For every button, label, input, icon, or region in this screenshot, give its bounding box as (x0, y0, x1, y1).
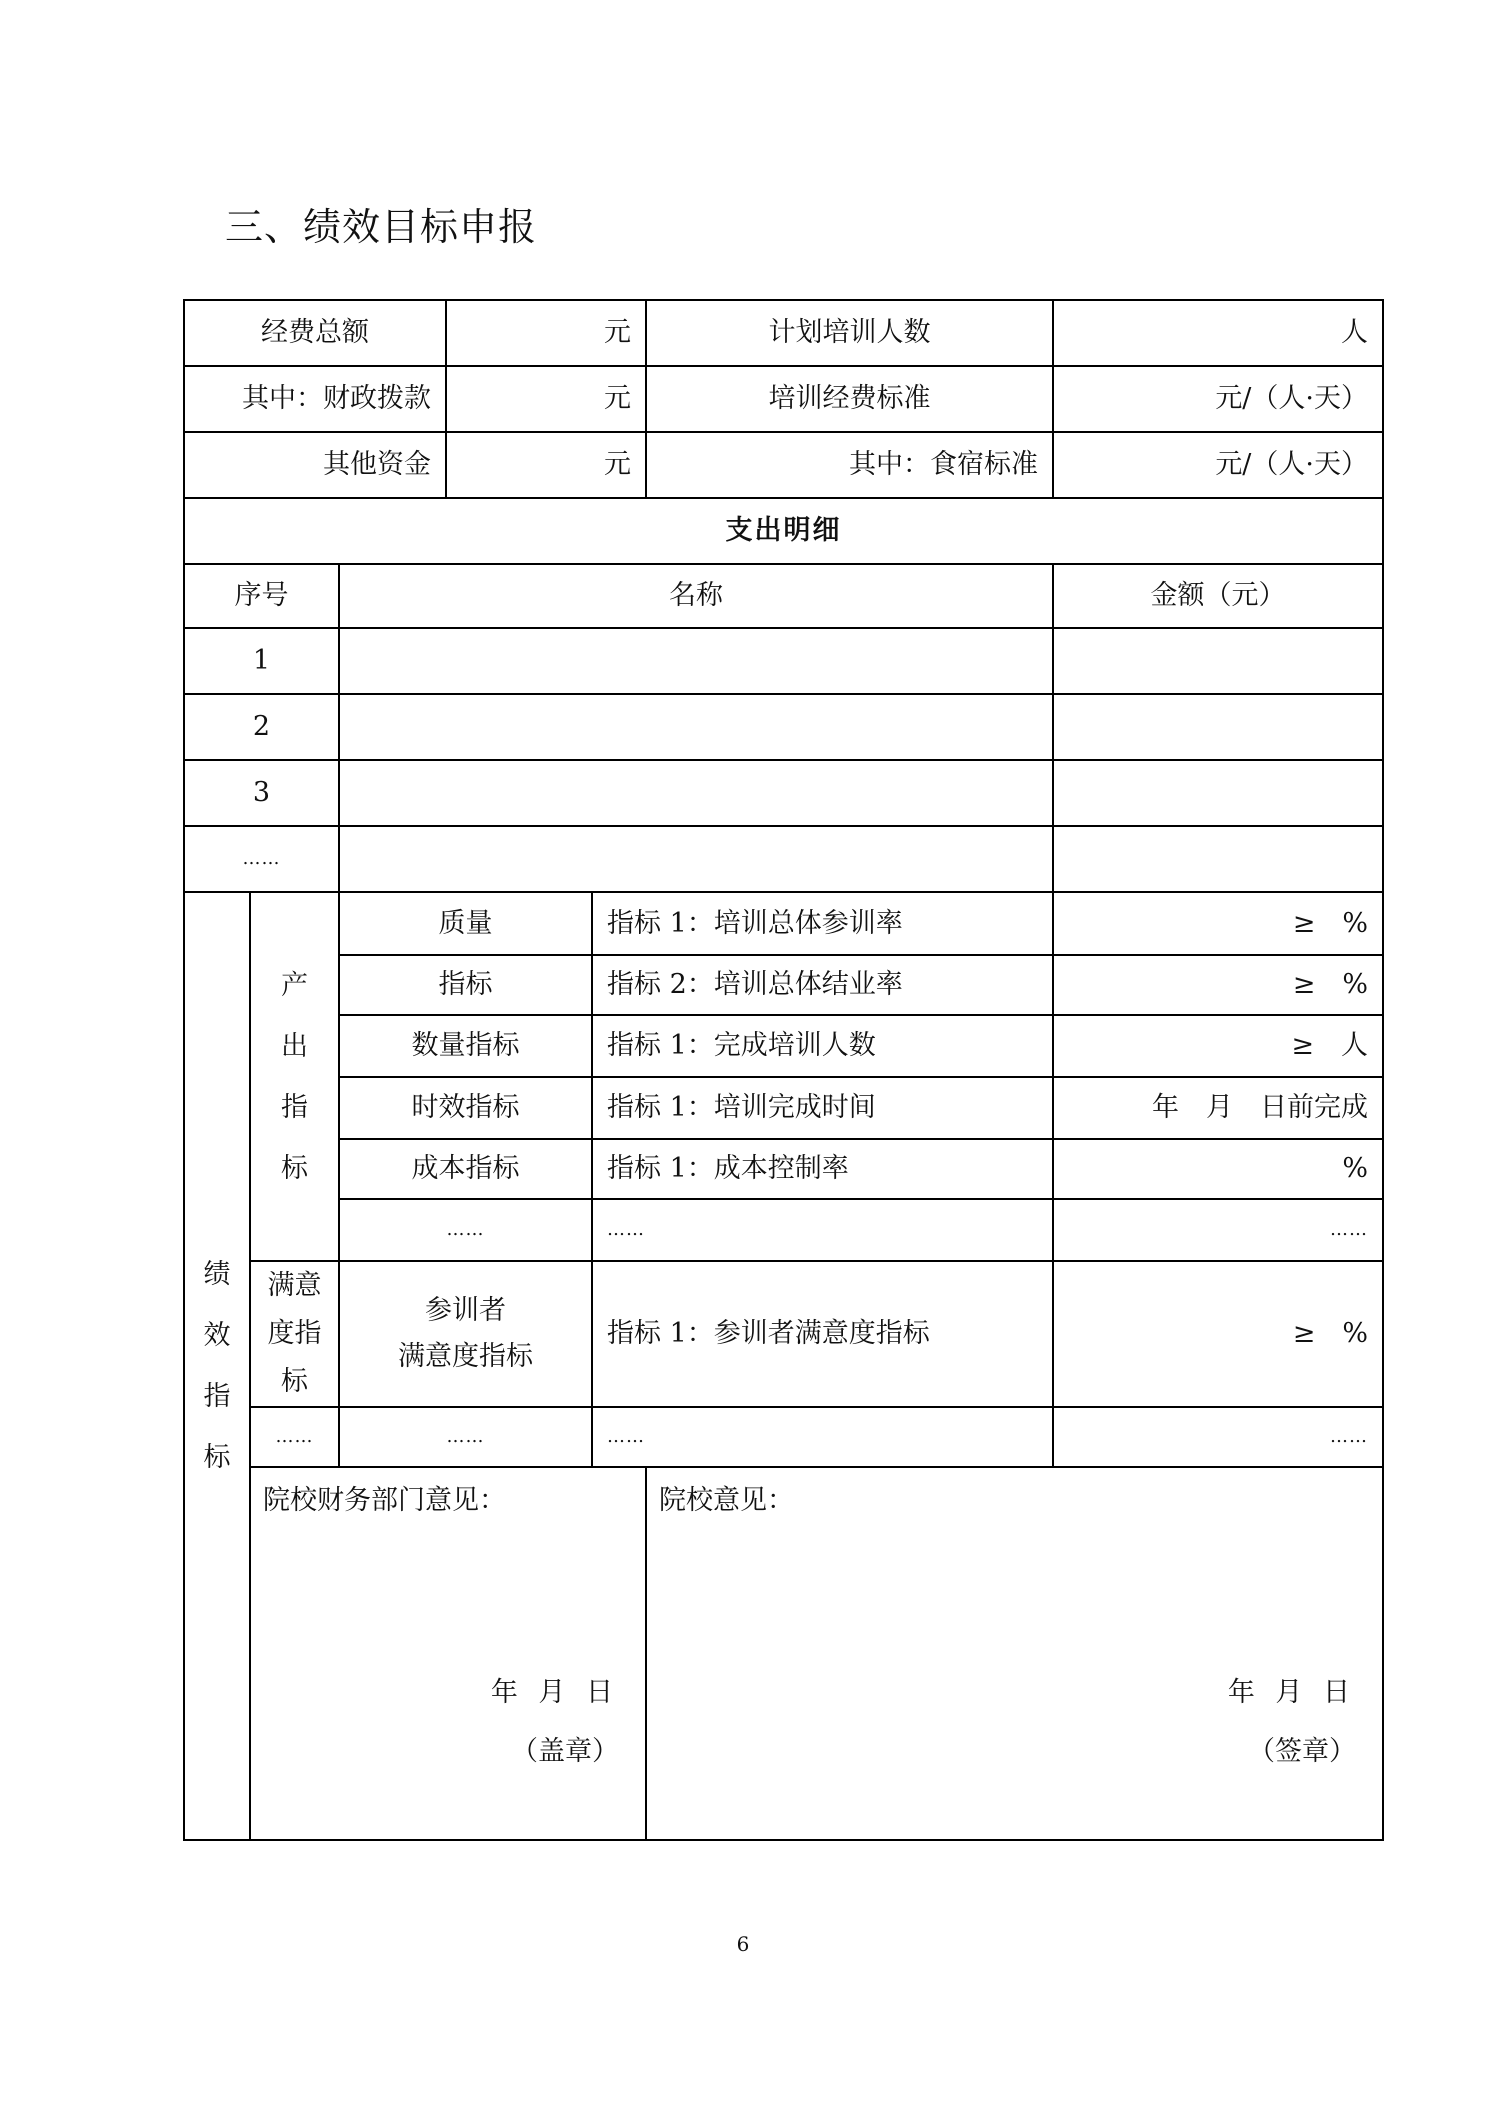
quality-label: 质量 (339, 892, 592, 955)
finance-opinion-title: 院校财务部门意见： (263, 1485, 506, 1516)
expense-index-ellipsis: …… (184, 826, 339, 892)
indicator-row (184, 1199, 1383, 1261)
extra-item-ellipsis: …… (592, 1407, 1053, 1467)
cost-item-target[interactable]: % (1053, 1139, 1383, 1199)
timeliness-label: 时效指标 (339, 1077, 592, 1139)
budget-row (184, 366, 1383, 432)
expense-amount-cell[interactable] (1053, 826, 1383, 892)
timeliness-item-name: 指标 1：培训完成时间 (592, 1077, 1053, 1139)
expense-amount-cell[interactable] (1053, 694, 1383, 760)
budget-fiscal-field[interactable]: 元 (446, 366, 646, 432)
extra-ellipsis: …… (250, 1407, 339, 1467)
quantity-label: 数量指标 (339, 1015, 592, 1077)
finance-opinion-seal: （盖章） (511, 1736, 619, 1767)
finance-opinion-box[interactable] (250, 1467, 646, 1840)
quantity-item-name: 指标 1：完成培训人数 (592, 1015, 1053, 1077)
school-opinion-title: 院校意见： (659, 1485, 794, 1516)
finance-opinion-date: 年 月 日 (490, 1677, 619, 1708)
school-opinion-seal: （签章） (1248, 1736, 1356, 1767)
satisfaction-type-label: 参训者 满意度指标 (339, 1261, 592, 1407)
satisfaction-item-name: 指标 1：参训者满意度指标 (592, 1261, 1053, 1407)
opinion-row (184, 1467, 1383, 1840)
indicator-row (184, 1261, 1383, 1407)
expense-header-amount: 金额（元） (1053, 564, 1383, 628)
budget-trainees-field[interactable]: 人 (1053, 300, 1383, 366)
satisfaction-item-target[interactable]: ≥ % (1053, 1261, 1383, 1407)
output-indicator-label: 产 出 指 标 (250, 892, 339, 1261)
output-target-ellipsis: …… (1053, 1199, 1383, 1261)
expense-header-index: 序号 (184, 564, 339, 628)
indicator-row (184, 1077, 1383, 1139)
expense-index: 3 (184, 760, 339, 826)
satisfaction-indicator-label: 满意 度指 标 (250, 1261, 339, 1407)
indicator-row (184, 1139, 1383, 1199)
indicator-row (184, 892, 1383, 955)
budget-standard-field[interactable]: 元/（人·天） (1053, 366, 1383, 432)
school-opinion-box[interactable] (646, 1467, 1383, 1840)
cost-item-name: 指标 1：成本控制率 (592, 1139, 1053, 1199)
budget-label-trainees: 计划培训人数 (646, 300, 1053, 366)
performance-target-table (183, 299, 1384, 1841)
budget-label-meals: 其中：食宿标准 (646, 432, 1053, 498)
budget-other-field[interactable]: 元 (446, 432, 646, 498)
page-heading: 三、绩效目标申报 (225, 205, 538, 249)
quality-item-target[interactable]: ≥ % (1053, 892, 1383, 955)
expense-index: 2 (184, 694, 339, 760)
expense-amount-cell[interactable] (1053, 628, 1383, 694)
expense-name-cell[interactable] (339, 760, 1053, 826)
quality-item-name: 指标 1：培训总体参训率 (592, 892, 1053, 955)
output-ellipsis: …… (339, 1199, 592, 1261)
expense-name-cell[interactable] (339, 694, 1053, 760)
budget-label-fiscal: 其中：财政拨款 (184, 366, 446, 432)
quality-item-target[interactable]: ≥ % (1053, 955, 1383, 1015)
expense-row (184, 694, 1383, 760)
extra-type-ellipsis: …… (339, 1407, 592, 1467)
school-opinion-date: 年 月 日 (1227, 1677, 1356, 1708)
budget-meals-field[interactable]: 元/（人·天） (1053, 432, 1383, 498)
expense-row (184, 628, 1383, 694)
budget-label-other: 其他资金 (184, 432, 446, 498)
cost-label: 成本指标 (339, 1139, 592, 1199)
page-number: 6 (736, 1932, 750, 1956)
budget-row (184, 432, 1383, 498)
quality-item-name: 指标 2：培训总体结业率 (592, 955, 1053, 1015)
timeliness-item-target[interactable]: 年 月 日前完成 (1053, 1077, 1383, 1139)
expense-row (184, 760, 1383, 826)
quantity-item-target[interactable]: ≥ 人 (1053, 1015, 1383, 1077)
expense-header-name: 名称 (339, 564, 1053, 628)
expense-amount-cell[interactable] (1053, 760, 1383, 826)
budget-label-total: 经费总额 (184, 300, 446, 366)
expense-name-cell[interactable] (339, 826, 1053, 892)
indicator-row (184, 955, 1383, 1015)
budget-row (184, 300, 1383, 366)
extra-target-ellipsis: …… (1053, 1407, 1383, 1467)
indicator-row (184, 1407, 1383, 1467)
budget-total-field[interactable]: 元 (446, 300, 646, 366)
output-item-ellipsis: …… (592, 1199, 1053, 1261)
expense-name-cell[interactable] (339, 628, 1053, 694)
indicator-row (184, 1015, 1383, 1077)
expense-header-row (184, 564, 1383, 628)
budget-label-standard: 培训经费标准 (646, 366, 1053, 432)
performance-indicator-label: 绩 效 指 标 (184, 892, 250, 1840)
quality-label-cont: 指标 (339, 955, 592, 1015)
expense-section-title: 支出明细 (184, 498, 1383, 564)
expense-row (184, 826, 1383, 892)
expense-index: 1 (184, 628, 339, 694)
